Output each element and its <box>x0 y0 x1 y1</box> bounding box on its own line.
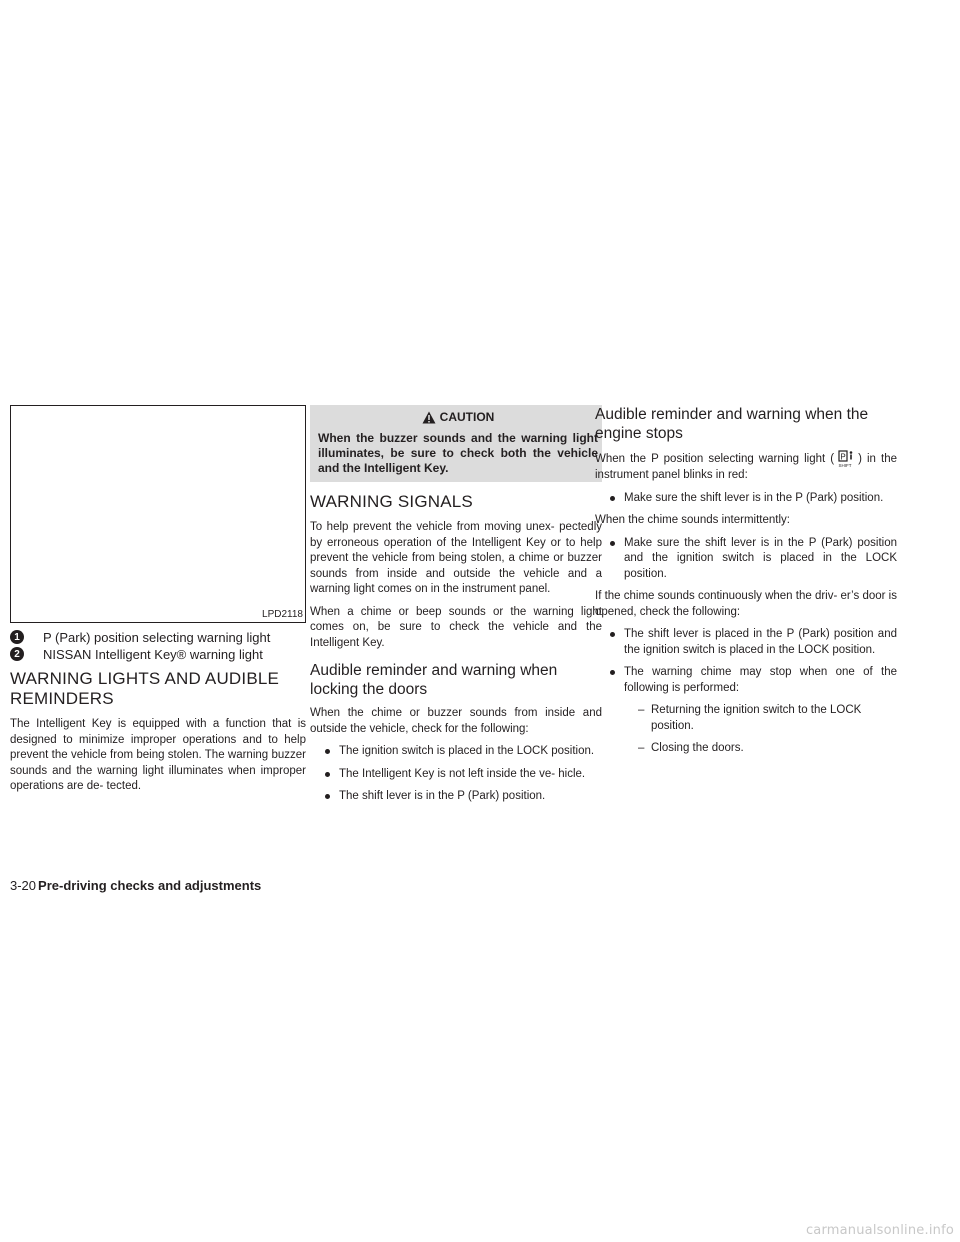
bullet-icon <box>610 670 615 675</box>
figure-warning-lights <box>10 405 306 623</box>
p-shift-warning-icon <box>836 450 856 468</box>
paragraph: When a chime or beep sounds or the warning light comes on, be sure to check the vehicle and the Intelligent Key. <box>310 605 602 649</box>
page-footer <box>10 878 261 893</box>
figure-legend <box>10 629 306 663</box>
list-item <box>595 665 897 696</box>
section-name: Pre-driving checks and adjustments <box>38 878 262 893</box>
bullet-icon <box>325 749 330 754</box>
list-item <box>595 703 897 734</box>
bullet-list <box>595 491 897 507</box>
dash-icon: – <box>638 704 645 716</box>
list-item-text: The shift lever is placed in the P (Park) position and the ignition switch is placed in the LOCK position. <box>624 628 897 656</box>
list-item <box>310 744 602 760</box>
caution-box <box>310 405 602 482</box>
bullet-list <box>595 627 897 696</box>
bullet-icon <box>610 496 615 501</box>
list-item <box>595 741 897 757</box>
paragraph: When the chime or buzzer sounds from inside and outside the vehicle, check for the following: <box>310 707 602 735</box>
list-item-text: Make sure the shift lever is in the P (Park) position. <box>624 491 884 504</box>
warning-triangle-icon <box>422 411 436 424</box>
paragraph-text: ) in the instrument panel blinks in red: <box>595 453 897 481</box>
bullet-list <box>595 536 897 583</box>
bullet-list <box>310 744 602 805</box>
caution-header <box>318 410 598 424</box>
legend-item <box>10 646 306 663</box>
section-title: WARNING LIGHTS AND AUDIBLE REMINDERS <box>10 669 280 708</box>
list-item-text: The warning chime may stop when one of the following is performed: <box>624 666 897 694</box>
subsection-title: Audible reminder and warning when locking the doors <box>310 662 558 698</box>
column-left <box>10 405 306 802</box>
number-1-icon: 1 <box>10 630 24 644</box>
section-title: WARNING SIGNALS <box>310 492 473 511</box>
dash-list <box>595 703 897 757</box>
list-item-text: Returning the ignition switch to the LOCK position. <box>651 704 862 732</box>
svg-text:P: P <box>840 452 846 462</box>
list-item <box>595 491 897 507</box>
paragraph: If the chime sounds continuously when the driv- er’s door is opened, check the following: <box>595 590 897 618</box>
paragraph: The Intelligent Key is equipped with a function that is designed to minimize improper operations and to help prevent the vehicle from being stolen. The warning buzzer sounds and the warning light illuminates when improper operations are de- tected. <box>10 718 306 792</box>
bullet-icon <box>610 632 615 637</box>
list-item-text: The ignition switch is placed in the LOCK position. <box>339 745 595 757</box>
page-number: 3-20 <box>10 878 37 893</box>
dash-icon: – <box>638 742 645 754</box>
list-item <box>595 536 897 583</box>
figure-id: LPD2118 <box>262 609 303 620</box>
column-middle <box>310 405 602 812</box>
bullet-icon <box>325 772 330 777</box>
legend-text: NISSAN Intelligent Key® warning light <box>43 647 263 662</box>
svg-text:SHIFT: SHIFT <box>838 463 852 468</box>
caution-label: CAUTION <box>439 410 495 424</box>
list-item-text: Closing the doors. <box>651 742 744 754</box>
list-item <box>595 627 897 658</box>
list-item-text: The Intelligent Key is not left inside the ve- hicle. <box>339 767 586 780</box>
list-item <box>310 789 602 805</box>
paragraph: To help prevent the vehicle from moving unex- pectedly by erroneous operation of the Intelligent Key or to help prevent the vehicle from being stolen, a chime or buzzer sounds from inside and outside the vehicle and a warning light comes on in the instrument panel. <box>310 521 602 595</box>
legend-text: P (Park) position selecting warning light <box>43 630 271 645</box>
bullet-icon <box>325 794 330 799</box>
paragraph <box>595 450 897 484</box>
bullet-icon <box>610 541 615 546</box>
watermark: carmanualsonline.info <box>805 1223 954 1238</box>
list-item-text: The shift lever is in the P (Park) position. <box>339 790 546 802</box>
list-item <box>310 767 602 783</box>
paragraph: When the chime sounds intermittently: <box>595 514 790 526</box>
caution-text: When the buzzer sounds and the warning light illuminates, be sure to check both the vehicle and the Intelligent Key. <box>318 431 598 475</box>
number-2-icon: 2 <box>10 647 24 661</box>
list-item-text: Make sure the shift lever is in the P (Park) position and the ignition switch is placed in the LOCK position. <box>624 536 897 580</box>
legend-item <box>10 629 306 646</box>
column-right <box>595 405 897 764</box>
paragraph-text: When the P position selecting warning light ( <box>595 453 835 466</box>
subsection-title: Audible reminder and warning when the engine stops <box>595 406 869 442</box>
